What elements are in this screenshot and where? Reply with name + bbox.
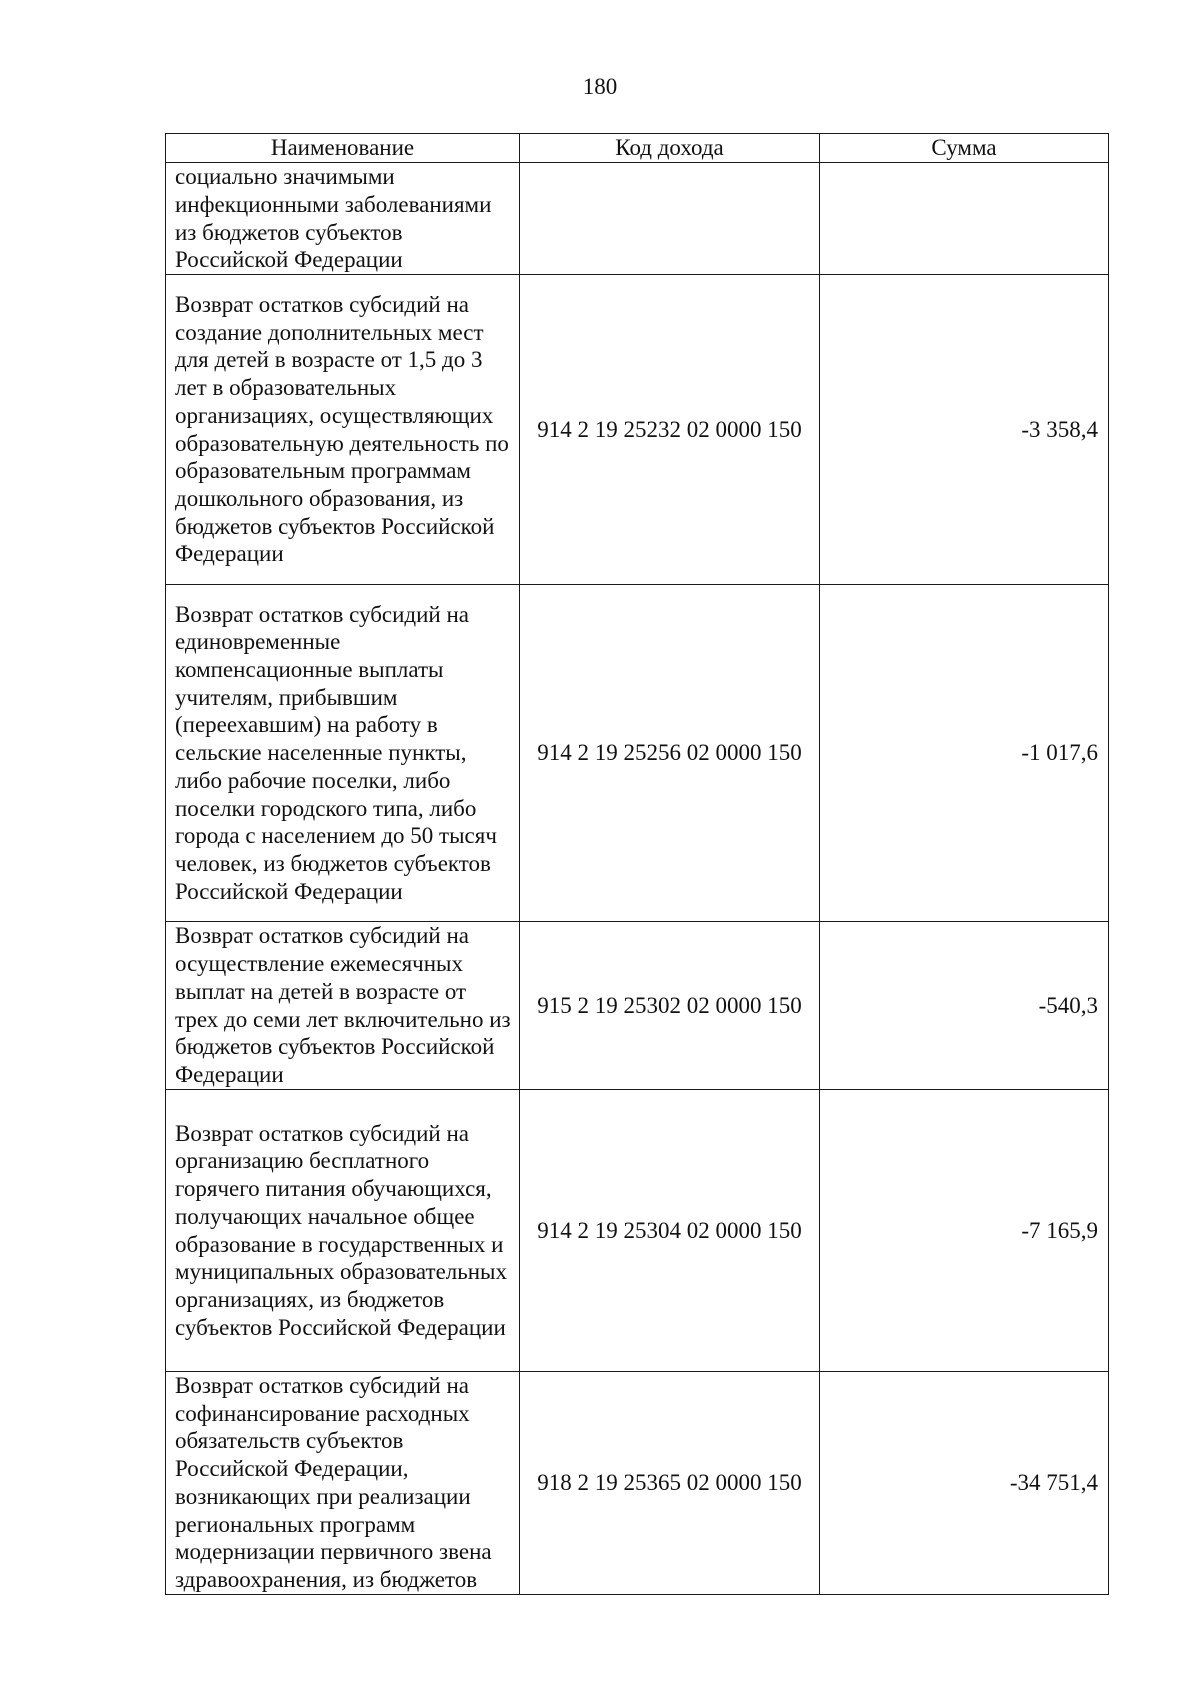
row-name: Возврат остатков субсидий на организацию бесплатного горячего питания обучающихся, получающих начальное общее образование в государственных и муниципальных образовательных организациях, из бюджетов субъектов Российской Федерации: [166, 1090, 520, 1372]
header-sum: Сумма: [820, 134, 1109, 163]
row-sum: -1 017,6: [820, 585, 1109, 922]
row-sum: -3 358,4: [820, 275, 1109, 585]
row-name: Возврат остатков субсидий на осуществление ежемесячных выплат на детей в возрасте от трех до семи лет включительно из бюджетов субъектов Российской Федерации: [166, 922, 520, 1090]
row-code: 914 2 19 25256 02 0000 150: [520, 585, 820, 922]
table-row: [166, 585, 1109, 922]
table-row: [166, 922, 1109, 1090]
row-name: Возврат остатков субсидий на создание дополнительных мест для детей в возрасте от 1,5 до 3 лет в образовательных организациях, осуществляющих образовательную деятельность по образовательным программам дошкольного образования, из бюджетов субъектов Российской Федерации: [166, 275, 520, 585]
row-name: Возврат остатков субсидий на единовременные компенсационные выплаты учителям, прибывшим (переехавшим) на работу в сельские населенные пункты, либо рабочие поселки, либо поселки городского типа, либо города с населением до 50 тысяч человек, из бюджетов субъектов Российской Федерации: [166, 585, 520, 922]
row-sum: -540,3: [820, 922, 1109, 1090]
row-code: 914 2 19 25232 02 0000 150: [520, 275, 820, 585]
row-sum: -7 165,9: [820, 1090, 1109, 1372]
row-code: 915 2 19 25302 02 0000 150: [520, 922, 820, 1090]
row-sum: -34 751,4: [820, 1372, 1109, 1595]
table-row: [166, 1090, 1109, 1372]
header-name: Наименование: [166, 134, 520, 163]
table-row: [166, 1372, 1109, 1595]
page-number: 180: [582, 74, 618, 99]
row-sum: [820, 163, 1109, 275]
row-code: 914 2 19 25304 02 0000 150: [520, 1090, 820, 1372]
table-row: [166, 275, 1109, 585]
row-code: [520, 163, 820, 275]
table-header-row: [166, 134, 1109, 163]
row-name: социально значимыми инфекционными заболеваниями из бюджетов субъектов Российской Федерации: [166, 163, 520, 275]
row-code: 918 2 19 25365 02 0000 150: [520, 1372, 820, 1595]
table-row: [166, 163, 1109, 275]
revenue-table: [165, 133, 1109, 1595]
row-name: Возврат остатков субсидий на софинансирование расходных обязательств субъектов Российской Федерации, возникающих при реализации региональных программ модернизации первичного звена здравоохранения, из бюджетов: [166, 1372, 520, 1595]
header-code: Код дохода: [520, 134, 820, 163]
